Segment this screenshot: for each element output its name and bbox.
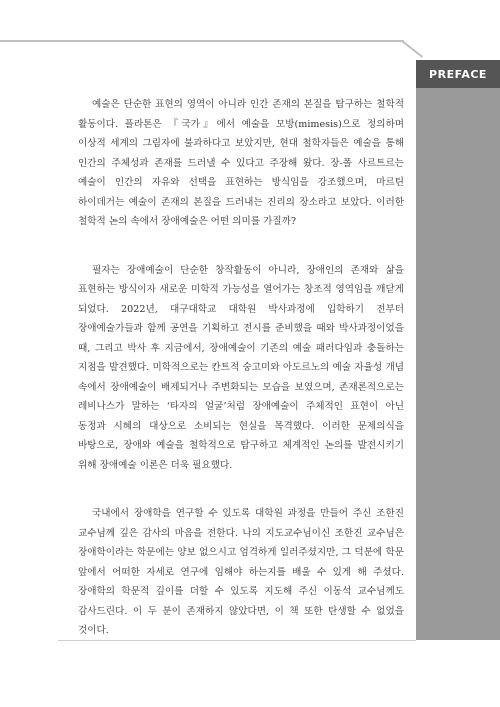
paragraph-1: 예술은 단순한 표현의 영역이 아니라 인간 존재의 본질을 탐구하는 철학적 활동이다. 플라톤은 『국가』에서 예술을 모방(mimesis)으로 정의하며 이상적 세계의 그림자에 불과하다고 보았지만, 현대 철학자들은 예술을 통해 인간의 주체성과 존재를 드러낼 수 있다고 주장해 왔다. 장-폴 사르트르는 예술이 인간의 자유와 선택을 표현하는 방식임을 강조했으며, 마르틴 하이데거는 예술이 존재의 본질을 드러내는 진리의 장소라고 보았다. 이러한 철학적 논의 속에서 장애예술은 어떤 의미를 가질까?	[78, 99, 404, 227]
top-corner-diagonal	[401, 40, 423, 58]
page-body	[78, 95, 404, 670]
paragraph-2: 필자는 장애예술이 단순한 창작활동이 아니라, 장애인의 존재와 삶을 표현하는 방식이자 새로운 미학적 가능성을 열어가는 창조적 영역임을 깨닫게 되었다. 2022년, 대구대학교 대학원 박사과정에 입학하기 전부터 장애예술가들과 함께 공연을 기획하고 전시를 준비했을 때와 박사과정이었을 때, 그리고 박사 후 지금에서, 장애예술이 기존의 예술 패러다임과 충돌하는 지점을 발견했다. 미학적으로는 칸트적 숭고미와 아도르노의 예술 자율성 개념 속에서 장애예술이 배제되거나 주변화되는 모습을 보였으며, 존재론적으로는 레비나스가 말하는 ‘타자의 얼굴’처럼 장애예술이 주체적인 표현이 아닌 동정과 시혜의 대상으로 소비되는 현실을 목격했다. 이러한 문제의식을 바탕으로, 장애와 예술을 철학적으로 탐구하고 체계적인 논의를 발전시키기 위해 장애예술 이론은 더욱 필요했다.	[78, 264, 404, 471]
top-rule	[0, 40, 404, 42]
preface-tab: PREFACE	[416, 60, 500, 88]
side-margin-bar	[416, 60, 500, 640]
paragraph-3: 국내에서 장애학을 연구할 수 있도록 대학원 과정을 만들어 주신 조한진 교수님께 깊은 감사의 마음을 전한다. 나의 지도교수님이신 조한진 교수님은 장애학이라는 학문에는 양보 없으시고 엄격하게 일러주셨지만, 그 덕분에 학문 앞에서 어떠한 자세로 연구에 임해야 하는지를 배울 수 있게 해 주셨다. 장애학의 학문적 깊이를 더할 수 있도록 지도해 주신 이동석 교수님께도 감사드린다. 이 두 분이 존재하지 않았다면, 이 책 또한 탄생할 수 없었을 것이다.	[78, 508, 404, 636]
